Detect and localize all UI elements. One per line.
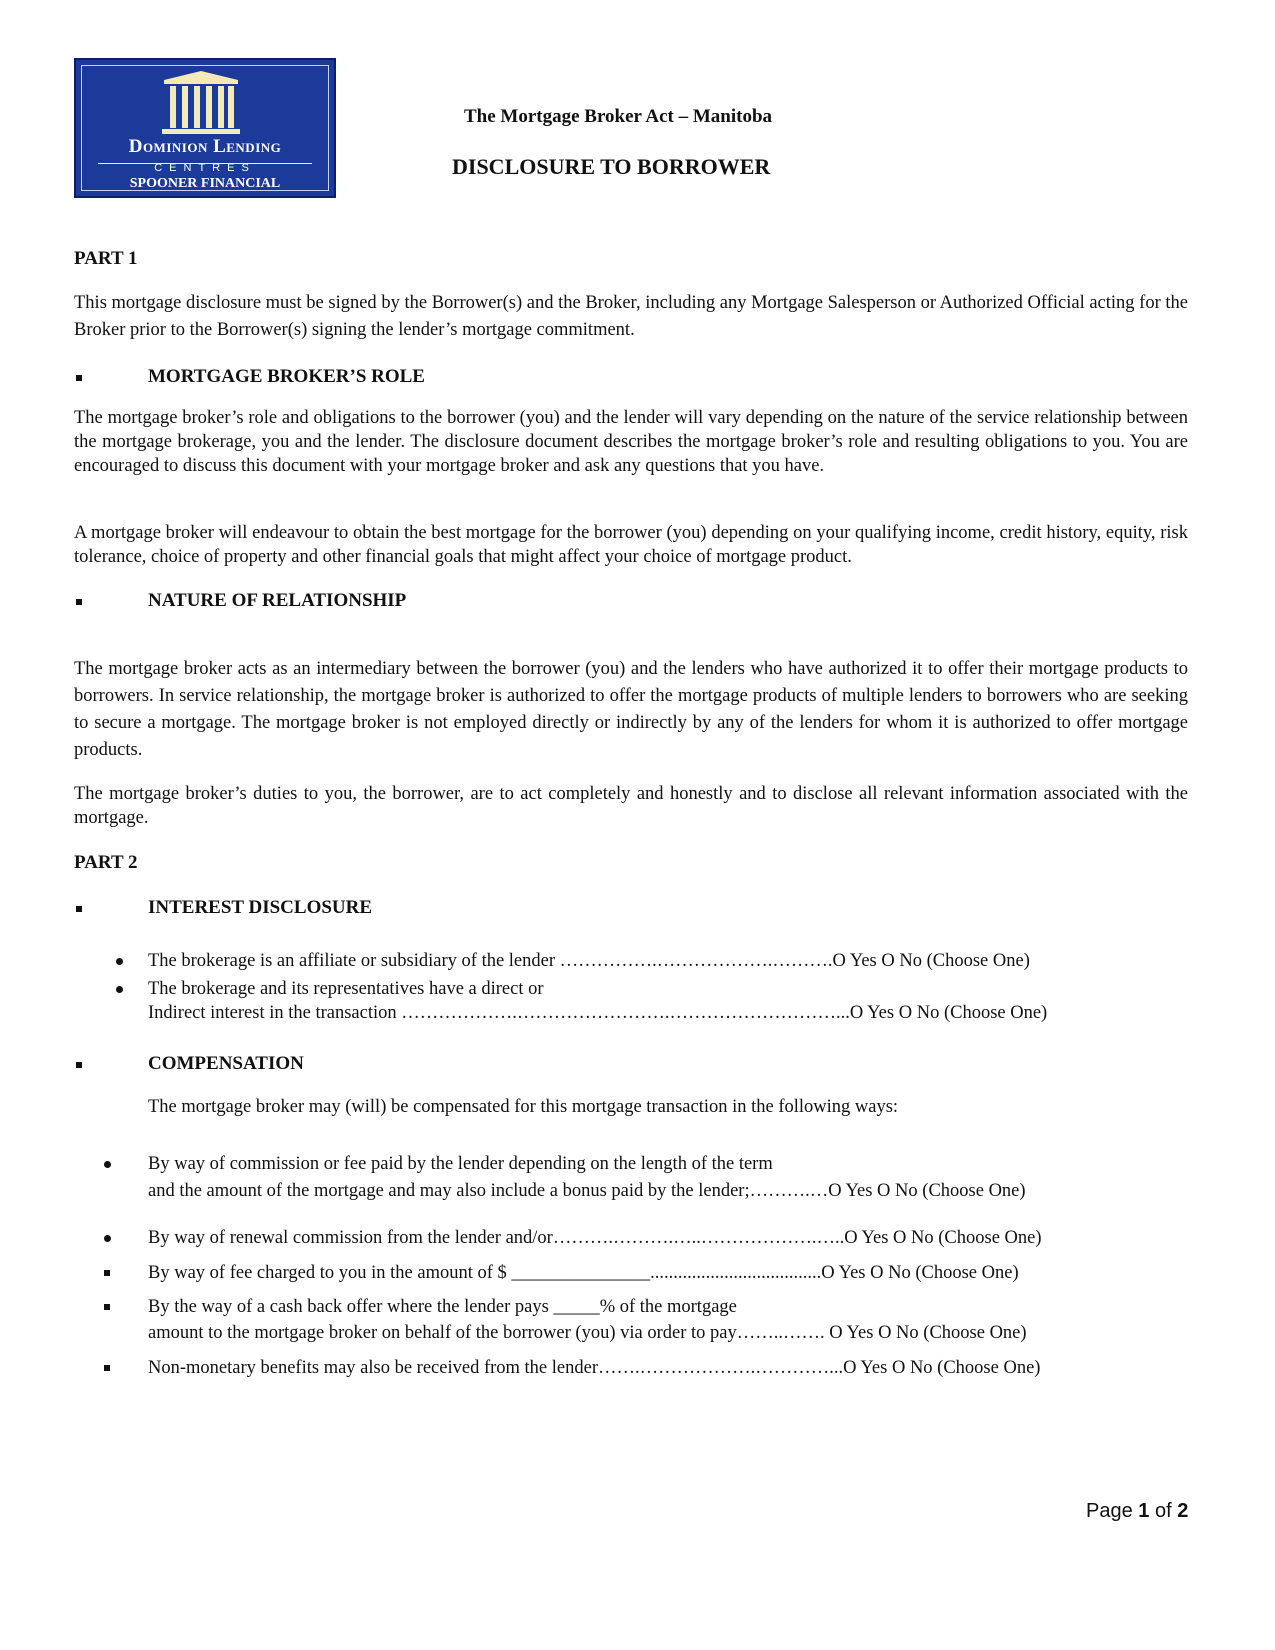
interest-item-text: The brokerage and its representatives have a direct or — [148, 979, 544, 999]
role-paragraph-1: The mortgage broker’s role and obligations to the borrower (you) and the lender will vary depending on the nature of the service relationship between the mortgage brokerage, you and the lender. The disclosure document describes the mortgage broker’s role and resulting obligations to you. You are encouraged to discuss this document with your mortgage broker and ask any questions that you have. — [74, 408, 1188, 476]
square-bullet-icon — [104, 1270, 110, 1276]
role-paragraph-2: A mortgage broker will endeavour to obtain the best mortgage for the borrower (you) depending on your qualifying income, credit history, equity, risk tolerance, choice of property and other financial goals that might affect your choice of mortgage product. — [74, 523, 1188, 567]
compensation-item-text: By way of renewal commission from the lender and/or……….……….…..……………….…..O Yes O No (Choose One) — [148, 1228, 1042, 1248]
interest-item-direct — [74, 976, 1188, 1002]
compensation-item-text: and the amount of the mortgage and may also include a bonus paid by the lender;……….…O Yes O No (Choose One) — [148, 1181, 1026, 1201]
compensation-section-heading — [74, 1053, 674, 1077]
company-logo — [74, 58, 336, 198]
interest-item-affiliate — [74, 948, 1188, 974]
square-bullet-icon — [104, 1304, 110, 1310]
logo-brand-office: SPOONER FINANCIAL — [129, 176, 281, 191]
bullet-dot-icon — [104, 1161, 111, 1168]
compensation-intro: The mortgage broker may (will) be compensated for this mortgage transaction in the following ways: — [148, 1097, 899, 1117]
interest-item-direct-cont — [74, 1000, 1188, 1026]
logo-brand-subtitle: CENTRES — [154, 162, 256, 174]
compensation-item-fee — [74, 1260, 1188, 1286]
part2-heading: PART 2 — [74, 852, 138, 873]
compensation-item-text: By way of fee charged to you in the amount of $ _______________.....................................O Yes O No (Choose One) — [148, 1263, 1019, 1283]
page-of: of — [1154, 1500, 1172, 1522]
compensation-item-text: By way of commission or fee paid by the lender depending on the length of the term — [148, 1154, 773, 1174]
interest-section-heading — [74, 897, 674, 921]
compensation-item-cashback — [74, 1294, 1188, 1320]
logo-brand-name: Dominion Lending — [128, 136, 282, 157]
page-current: 1 — [1138, 1500, 1150, 1522]
role-section-heading — [74, 366, 674, 390]
bullet-dot-icon — [104, 1235, 111, 1242]
compensation-item-text: By the way of a cash back offer where the lender pays _____% of the mortgage — [148, 1297, 737, 1317]
role-heading-label: MORTGAGE BROKER’S ROLE — [148, 366, 425, 387]
compensation-item-nonmonetary — [74, 1355, 1188, 1381]
square-bullet-icon — [104, 1365, 110, 1371]
square-bullet-icon — [76, 906, 82, 912]
page-number — [1086, 1500, 1188, 1523]
interest-heading-label: INTEREST DISCLOSURE — [148, 897, 373, 918]
interest-item-text: The brokerage is an affiliate or subsidiary of the lender …………….……………….……….O Yes O No (Choose One) — [148, 951, 1030, 971]
page-total: 2 — [1177, 1500, 1189, 1522]
compensation-item-renewal — [74, 1225, 1188, 1251]
document-title: DISCLOSURE TO BORROWER — [452, 154, 771, 179]
relationship-section-heading — [74, 590, 674, 614]
compensation-item-text: amount to the mortgage broker on behalf of the borrower (you) via order to pay……..……. O Yes O No (Choose One) — [148, 1323, 1027, 1343]
relationship-paragraph-2: The mortgage broker’s duties to you, the borrower, are to act completely and honestly and to disclose all relevant information associated with the mortgage. — [74, 784, 1188, 828]
compensation-item-cashback-cont — [74, 1320, 1188, 1346]
part1-heading: PART 1 — [74, 248, 138, 269]
interest-item-text: Indirect interest in the transaction ……………….…………………….………………………...O Yes O No (Choose One) — [148, 1003, 1048, 1023]
square-bullet-icon — [76, 1062, 82, 1068]
temple-icon — [158, 70, 244, 138]
compensation-item-text: Non-monetary benefits may also be received from the lender…….……………….…………...O Yes O No (Choose One) — [148, 1358, 1041, 1378]
compensation-item-commission — [74, 1151, 1188, 1177]
bullet-dot-icon — [116, 958, 123, 965]
page-word: Page — [1086, 1500, 1133, 1522]
square-bullet-icon — [76, 599, 82, 605]
square-bullet-icon — [76, 375, 82, 381]
bullet-dot-icon — [116, 986, 123, 993]
relationship-heading-label: NATURE OF RELATIONSHIP — [148, 590, 407, 611]
compensation-item-commission-cont — [74, 1178, 1188, 1204]
part1-intro: This mortgage disclosure must be signed by the Borrower(s) and the Broker, including any Mortgage Salesperson or Authorized Official acting for the Broker prior to the Borrower(s) signing the lender’s mortgage commitment. — [74, 293, 1188, 340]
relationship-paragraph-1: The mortgage broker acts as an intermediary between the borrower (you) and the lenders who have authorized it to offer their mortgage products to borrowers. In service relationship, the mortgage broker is authorized to offer the mortgage products of multiple lenders to borrowers who are seeking to secure a mortgage. The mortgage broker is not employed directly or indirectly by any of the lenders for whom it is authorized to offer mortgage products. — [74, 659, 1188, 760]
act-title: The Mortgage Broker Act – Manitoba — [464, 106, 773, 127]
compensation-heading-label: COMPENSATION — [148, 1053, 304, 1074]
